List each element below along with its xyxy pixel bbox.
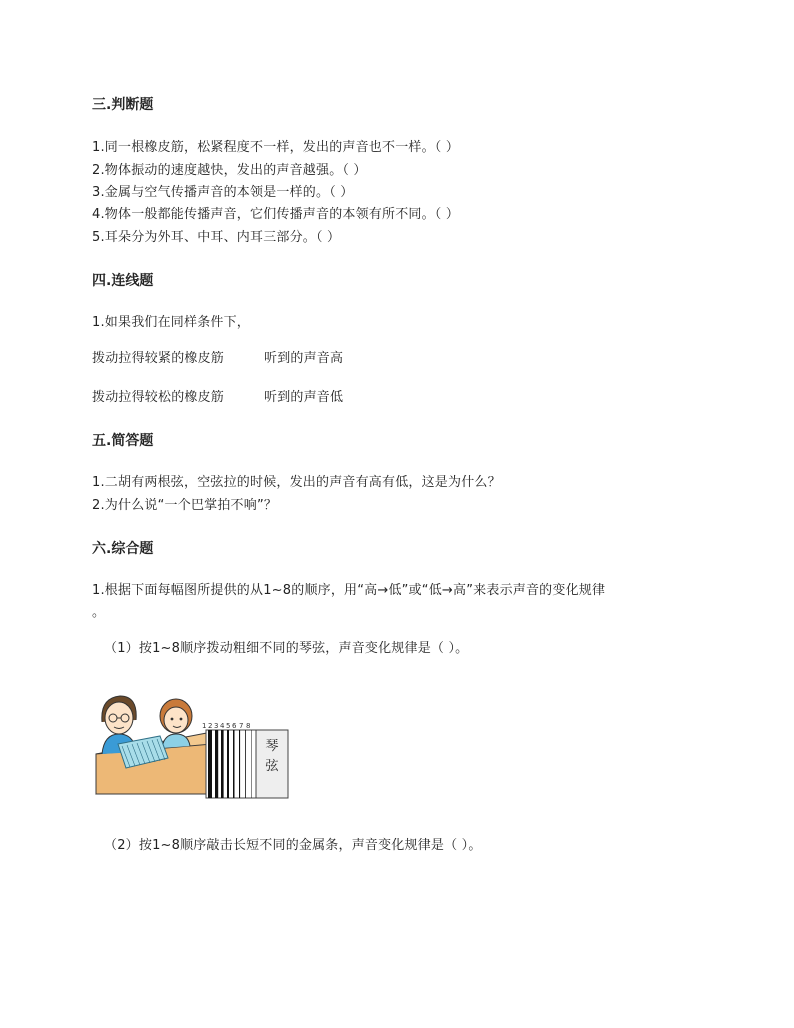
- string-7: [245, 730, 246, 798]
- string-number-8: 8: [246, 722, 251, 730]
- matching-right-1: 听到的声音高: [264, 351, 344, 366]
- string-number-2: 2: [208, 722, 213, 730]
- string-numbers: [202, 722, 250, 730]
- strings-illustration: [92, 688, 290, 800]
- matching-intro: 1.如果我们在同样条件下，: [92, 315, 251, 330]
- judgement-item-3: 3.金属与空气传播声音的本领是一样的。（ ）: [92, 185, 354, 200]
- comprehensive-question: 1.根据下面每幅图所提供的从1~8的顺序，用“高→低”或“低→高”来表示声音的变化规律: [92, 583, 606, 598]
- strings-label-line2: 弦: [265, 759, 279, 774]
- matching-right-2: 听到的声音低: [264, 390, 344, 405]
- string-number-4: 4: [220, 722, 225, 730]
- judgement-item-2: 2.物体振动的速度越快，发出的声音越强。（ ）: [92, 163, 367, 178]
- string-6: [239, 730, 240, 798]
- judgement-item-4: 4.物体一般都能传播声音，它们传播声音的本领有所不同。（ ）: [92, 207, 460, 222]
- section-heading-short-answer: 五.简答题: [92, 433, 154, 449]
- strings-label-line1: 琴: [265, 739, 279, 754]
- matching-left-2: 拨动拉得较松的橡皮筋: [92, 390, 225, 405]
- section-heading-comprehensive: 六.综合题: [92, 541, 154, 557]
- matching-left-1: 拨动拉得较紧的橡皮筋: [92, 351, 225, 366]
- string-number-5: 5: [226, 722, 231, 730]
- string-4: [227, 730, 229, 798]
- string-number-1: 1: [202, 722, 207, 730]
- judgement-item-5: 5.耳朵分为外耳、中耳、内耳三部分。（ ）: [92, 230, 341, 245]
- short-answer-item-1: 1.二胡有两根弦，空弦拉的时候，发出的声音有高有低，这是为什么？: [92, 475, 501, 490]
- judgement-item-1: 1.同一根橡皮筋，松紧程度不一样，发出的声音也不一样。（ ）: [92, 140, 460, 155]
- string-2: [215, 730, 218, 798]
- section-heading-judgement: 三.判断题: [92, 97, 154, 113]
- girl-figure: [160, 699, 192, 748]
- comprehensive-question-end: 。: [92, 605, 106, 620]
- string-1: [208, 730, 212, 798]
- string-number-3: 3: [214, 722, 219, 730]
- string-number-6: 6: [232, 722, 237, 730]
- sub-question-2: （2）按1~8顺序敲击长短不同的金属条，声音变化规律是（ ）。: [104, 838, 482, 853]
- string-5: [233, 730, 235, 798]
- short-answer-item-2: 2.为什么说“一个巴掌拍不响”？: [92, 498, 278, 513]
- string-number-7: 7: [239, 722, 244, 730]
- string-8: [251, 730, 252, 798]
- sub-question-1: （1）按1~8顺序拨动粗细不同的琴弦，声音变化规律是（ ）。: [104, 641, 469, 656]
- string-3: [221, 730, 224, 798]
- section-heading-matching: 四.连线题: [92, 273, 154, 289]
